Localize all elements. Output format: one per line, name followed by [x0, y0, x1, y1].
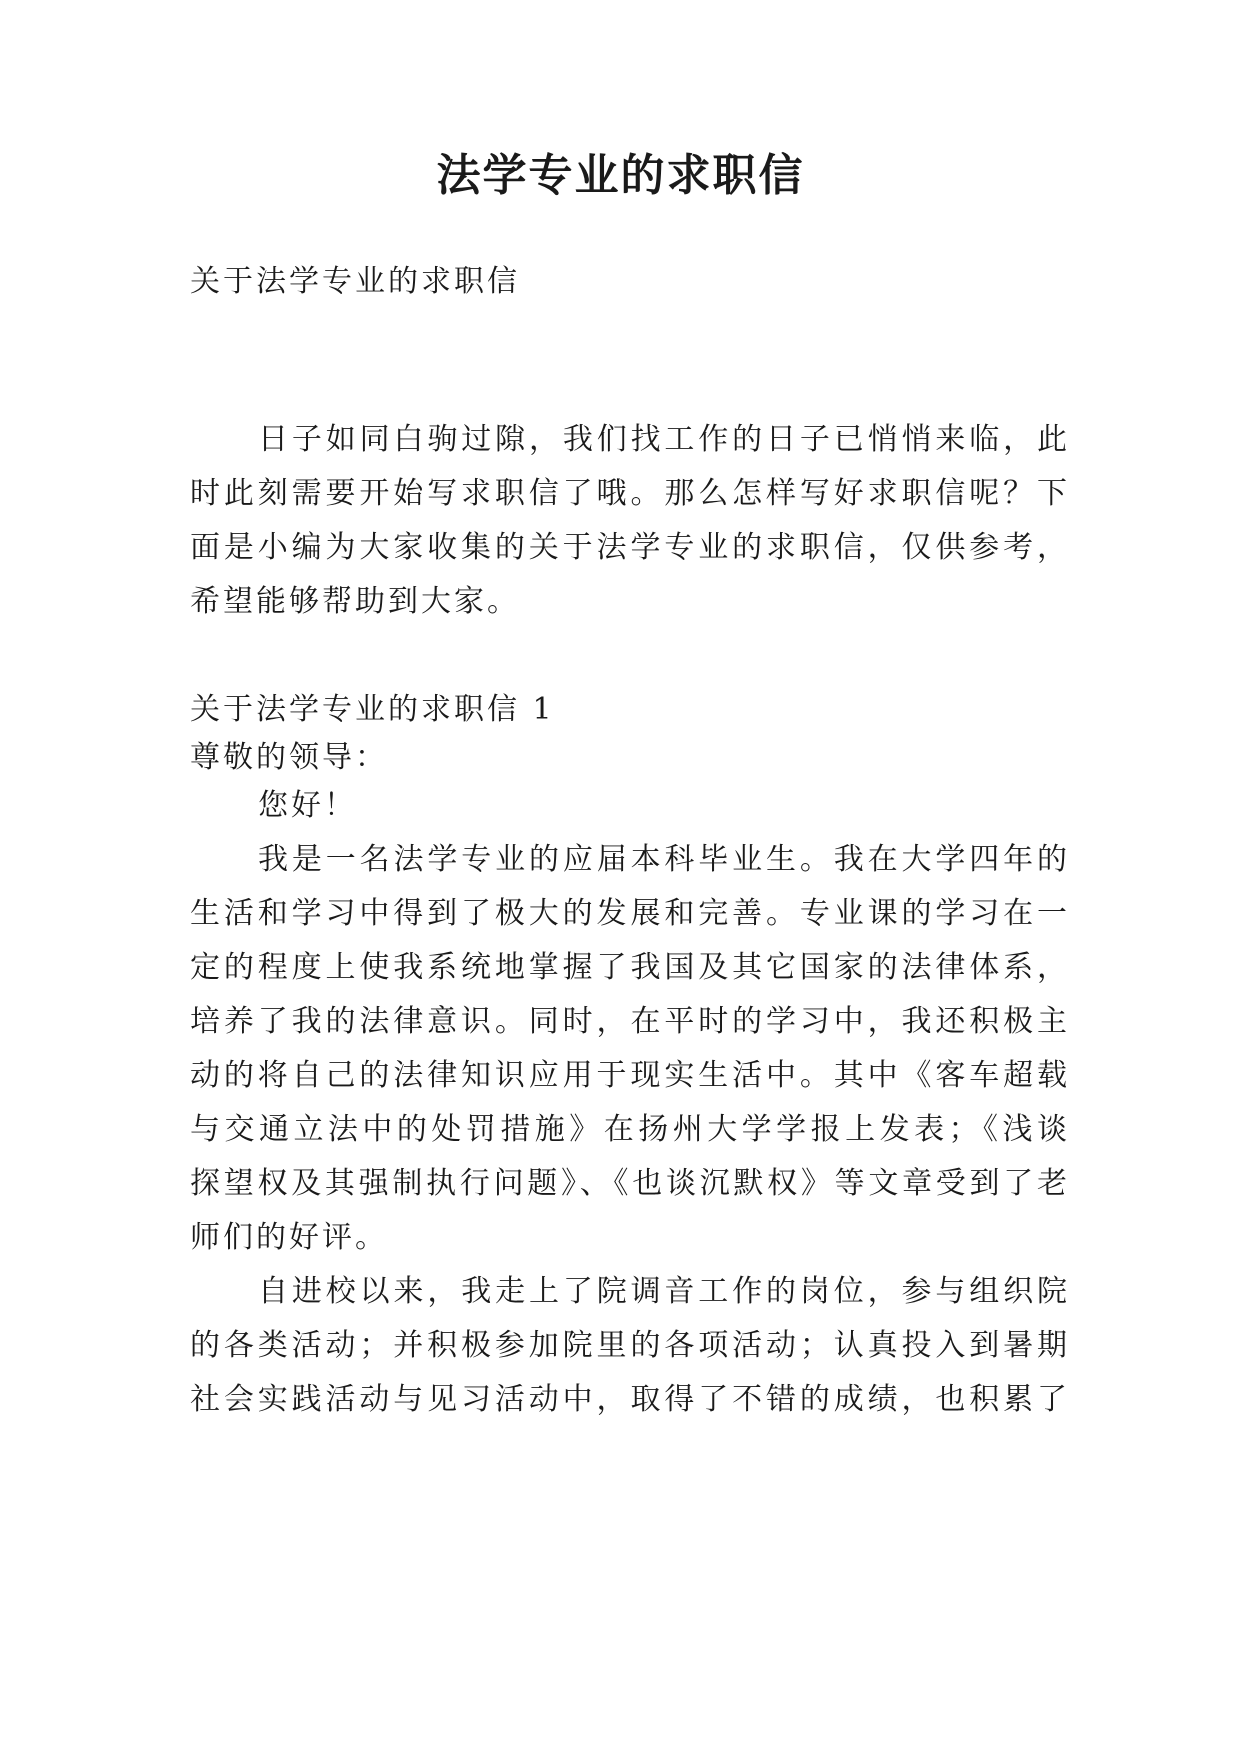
paragraph1-line-8: 师们的好评。: [190, 1220, 388, 1255]
paragraph1-line-4: 培养了我的法律意识。同时，在平时的学习中，我还积极主: [190, 1004, 1070, 1039]
paragraph1-line-6: 与交通立法中的处罚措施》在扬州大学学报上发表；《浅谈: [190, 1112, 1070, 1147]
paragraph1-line-5: 动的将自己的法律知识应用于现实生活中。其中《客车超载: [190, 1058, 1070, 1093]
paragraph2-line-2: 的各类活动；并积极参加院里的各项活动；认真投入到暑期: [190, 1328, 1070, 1363]
paragraph1-line-7: 探望权及其强制执行问题》、《也谈沉默权》等文章受到了老: [190, 1166, 1070, 1201]
intro-line-3: 面是小编为大家收集的关于法学专业的求职信，仅供参考，: [190, 530, 1070, 565]
paragraph2-line-3: 社会实践活动与见习活动中，取得了不错的成绩，也积累了: [190, 1382, 1070, 1417]
intro-line-2: 时此刻需要开始写求职信了哦。那么怎样写好求职信呢？下: [190, 476, 1070, 511]
section-heading: 关于法学专业的求职信 1: [190, 692, 555, 727]
paragraph1-line-2: 生活和学习中得到了极大的发展和完善。专业课的学习在一: [190, 896, 1070, 931]
paragraph2-line-1: 自进校以来，我走上了院调音工作的岗位，参与组织院: [258, 1274, 1070, 1309]
salutation: 尊敬的领导：: [190, 740, 388, 775]
intro-line-1: 日子如同白驹过隙，我们找工作的日子已悄悄来临，此: [258, 422, 1070, 457]
document-subtitle: 关于法学专业的求职信: [190, 264, 520, 299]
document-title: 法学专业的求职信: [436, 150, 805, 201]
intro-line-4: 希望能够帮助到大家。: [190, 584, 520, 619]
paragraph1-line-3: 定的程度上使我系统地掌握了我国及其它国家的法律体系，: [190, 950, 1070, 985]
paragraph1-line-1: 我是一名法学专业的应届本科毕业生。我在大学四年的: [258, 842, 1070, 877]
greeting: 您好！: [258, 788, 357, 823]
